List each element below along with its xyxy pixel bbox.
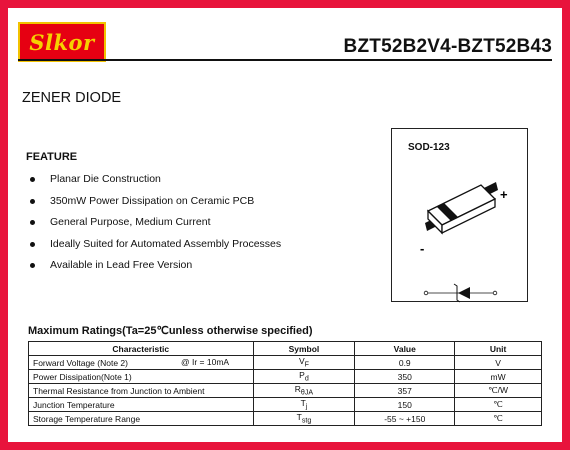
characteristic-cell: Storage Temperature Range [29,412,254,426]
unit-cell: ℃ [455,398,542,412]
product-type-subtitle: ZENER DIODE [22,90,122,106]
ratings-heading: Maximum Ratings(Ta=25℃unless otherwise specified) [28,325,313,337]
unit-cell: ℃/W [455,384,542,398]
value-cell: 150 [355,398,455,412]
unit-cell: V [455,356,542,370]
column-header: Unit [455,342,542,356]
minus-label: - [420,241,425,256]
brand-logo-text: Slkor [29,29,95,55]
plus-label: + [500,187,508,202]
table-row [29,412,542,426]
header-divider [18,59,552,61]
symbol-cell: $T_j$ [253,398,355,412]
feature-item: Planar Die Construction [26,173,281,195]
column-header: Characteristic [29,342,254,356]
table-row [29,370,542,384]
characteristic-cell: Junction Temperature [29,398,254,412]
brand-logo [18,22,106,62]
package-diagram-box [391,128,528,302]
zener-schematic-symbol [424,284,497,302]
part-number-title: BZT52B2V4-BZT52B43 [343,36,552,57]
package-name: SOD-123 [408,142,450,153]
unit-cell: ℃ [455,412,542,426]
table-row [29,398,542,412]
feature-list [26,173,281,281]
value-cell: 357 [355,384,455,398]
characteristic-cell: Power Dissipation(Note 1) [29,370,254,384]
feature-item: Available in Lead Free Version [26,259,281,281]
column-header: Symbol [253,342,355,356]
value-cell: -55 ~ +150 [355,412,455,426]
unit-cell: mW [455,370,542,384]
value-cell: 350 [355,370,455,384]
symbol-cell: $R_{\theta JA}$ [253,384,355,398]
symbol-cell: $T_{stg}$ [253,412,355,426]
feature-item: Ideally Suited for Automated Assembly Processes [26,238,281,260]
symbol-cell: $V_F$ [253,356,355,370]
feature-item: 350mW Power Dissipation on Ceramic PCB [26,195,281,217]
sod123-package-drawing [392,129,529,303]
datasheet-page [8,8,562,442]
column-header: Value [355,342,455,356]
feature-item: General Purpose, Medium Current [26,216,281,238]
table-header-row [29,342,542,356]
test-condition: @ Ir = 10mA [181,357,230,367]
characteristic-cell: Thermal Resistance from Junction to Ambient [29,384,254,398]
symbol-cell: $P_d$ [253,370,355,384]
feature-heading: FEATURE [26,151,78,163]
table-row [29,384,542,398]
characteristic-cell: Forward Voltage (Note 2) @ Ir = 10mA [29,356,254,370]
table-row [29,356,542,370]
max-ratings-table [28,341,542,426]
value-cell: 0.9 [355,356,455,370]
